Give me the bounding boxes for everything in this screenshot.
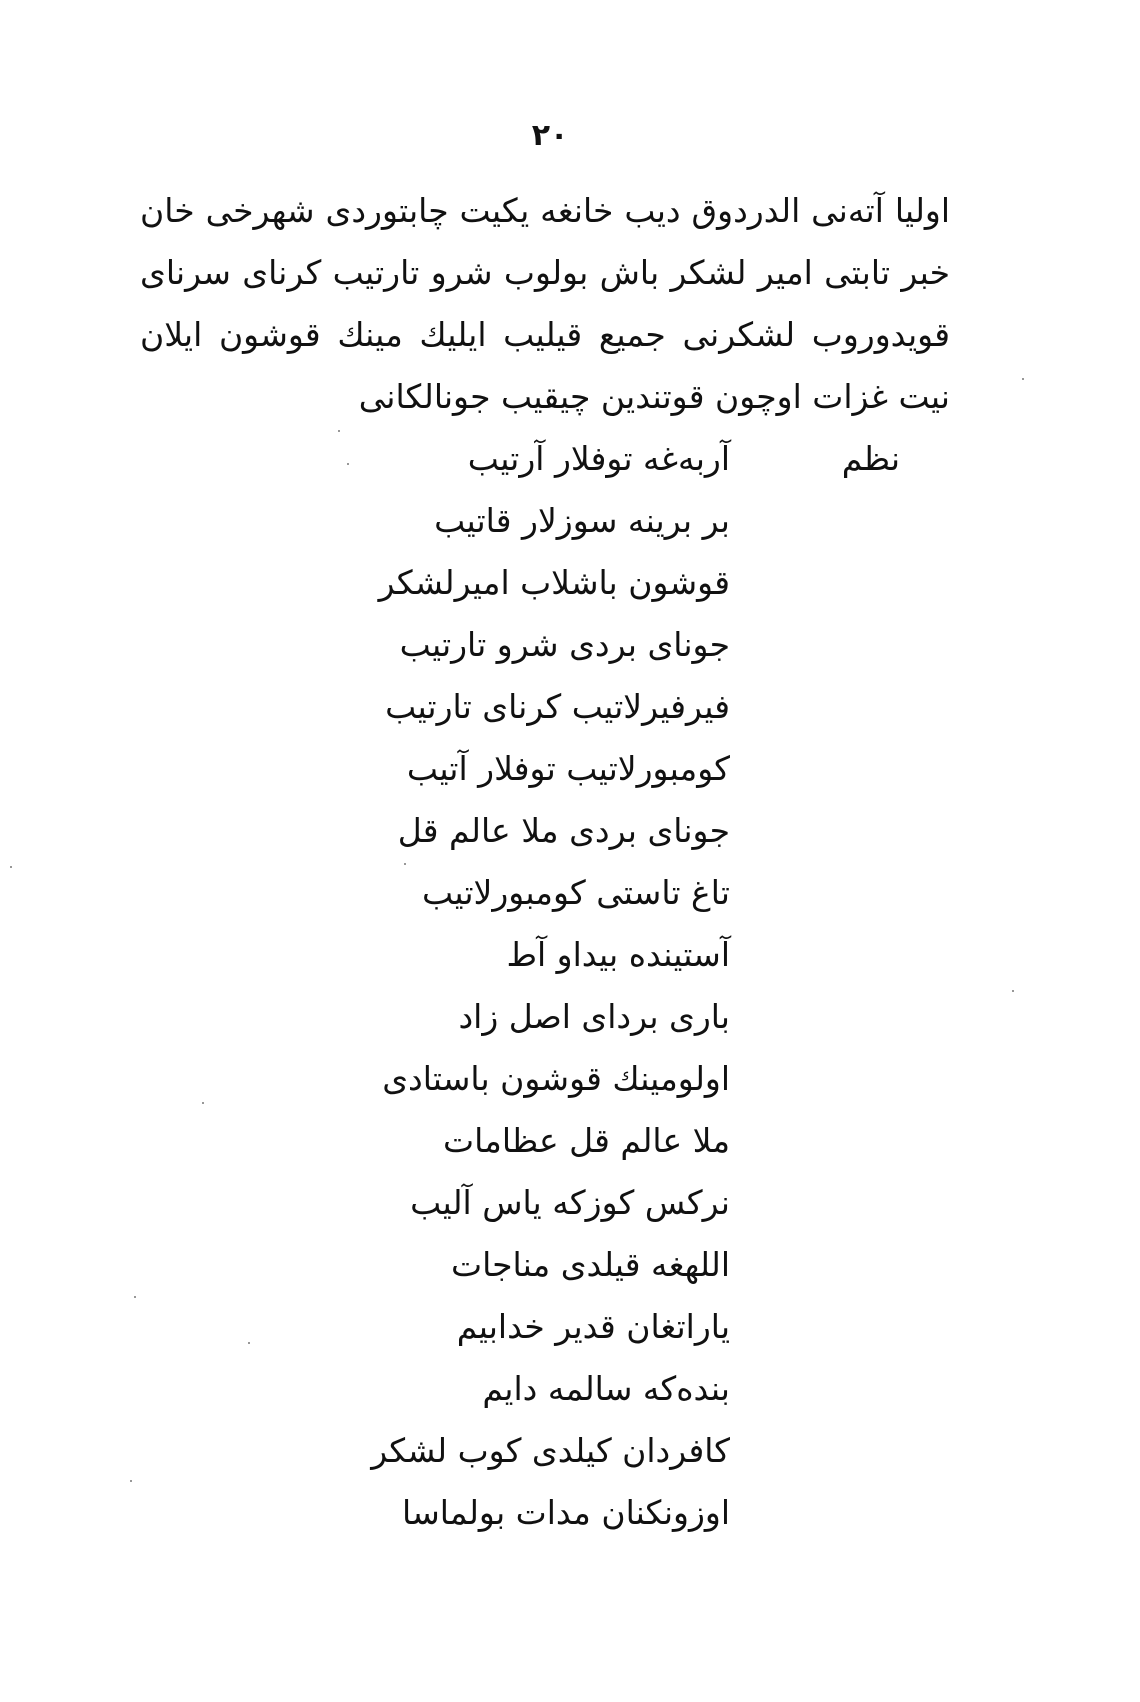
poem-verse: کومبورلاتیب توفلار آتیب: [406, 749, 730, 788]
poem-verse: فیرفیرلاتیب کرنای تارتیب: [385, 687, 730, 726]
poem-verse: آربه‌غه توفلار آرتیب: [467, 439, 730, 478]
poem-verse: قوشون باشلاب امیرلشکر: [378, 563, 730, 602]
poem-verse: اللهغه قیلدی مناجات: [451, 1245, 730, 1284]
poem-verse: کافردان کیلدی کوب لشکر: [371, 1431, 730, 1470]
poem-verse: جونای بردی شرو تارتیب: [399, 625, 730, 664]
scan-speck: [130, 1480, 132, 1482]
poem-verse: جونای بردی ملا عالم قل: [397, 811, 730, 850]
poem-verse: اوزونکنان مدات بولماسا: [402, 1493, 730, 1532]
poem-verse: تاغ تاستی کومبورلاتیب: [421, 873, 730, 912]
prose-line: اولیا آته‌نی الدردوق دیب خانغه یکیت چابتوردی شهرخی خان: [140, 191, 950, 230]
poem-heading: نظم: [841, 439, 900, 478]
scan-speck: [338, 430, 340, 432]
scan-speck: [1022, 378, 1024, 380]
page-number: ۲۰: [531, 118, 569, 153]
poem-verse: اولومینك قوشون باستادی: [382, 1059, 730, 1098]
scan-speck: [1012, 990, 1014, 992]
prose-line: قویدوروب لشکرنی جمیع قیلیب ایلیك مینك قوشون ایلان: [140, 315, 950, 354]
prose-line: خبر تابتی امیر لشکر باش بولوب شرو تارتیب کرنای سرنای: [140, 253, 950, 292]
scan-speck: [10, 866, 12, 868]
poem-verse: باری بردای اصل زاد: [458, 997, 730, 1036]
poem-verse: ملا عالم قل عظامات: [443, 1121, 730, 1160]
poem-verse: بر برینه سوزلار قاتیب: [434, 501, 730, 540]
scan-speck: [134, 1296, 136, 1298]
prose-line: نیت غزات اوچون قوتندین چیقیب جونالکانی: [358, 377, 950, 416]
scan-speck: [202, 1102, 204, 1104]
poem-verse: آستینده بیداو آط: [506, 935, 730, 974]
scan-speck: [248, 1342, 250, 1344]
poem-verse: بنده‌که سالمه دایم: [482, 1369, 730, 1408]
scan-speck: [347, 463, 349, 465]
prose-paragraph: [140, 180, 950, 428]
scan-speck: [404, 863, 406, 865]
poem-verse: نرکس کوزکه یاس آلیب: [410, 1183, 730, 1222]
poem-verse: یاراتغان قدیر خدابیم: [456, 1307, 730, 1346]
